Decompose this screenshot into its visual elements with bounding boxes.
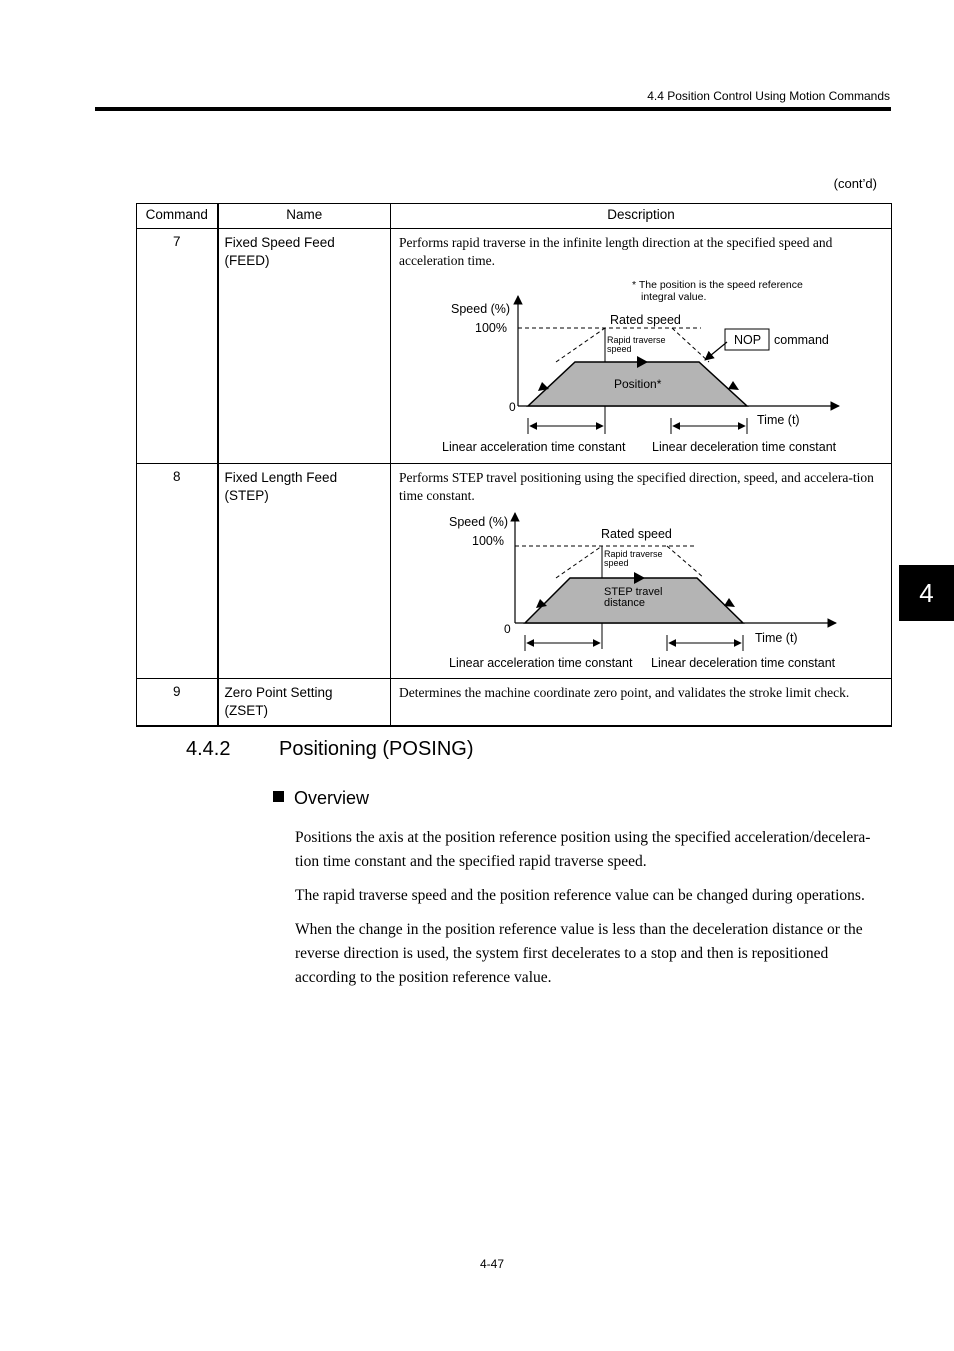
column-header-command: Command (137, 204, 218, 229)
section-title: Positioning (POSING) (279, 738, 474, 760)
hundred-percent-label: 100% (475, 321, 507, 335)
step-distance-label-line2: distance (604, 597, 645, 609)
square-bullet-icon (273, 791, 284, 802)
table-row (137, 464, 892, 679)
figure-note-line1: * The position is the speed reference (632, 279, 803, 291)
accel-time-constant-label: Linear acceleration time constant (442, 440, 626, 454)
direction-arrow-head (724, 598, 735, 607)
ramp-down-dashed-line (667, 546, 704, 578)
section-heading (186, 738, 474, 761)
feed-speed-profile-figure (391, 276, 875, 456)
command-description (391, 229, 892, 464)
time-axis-label: Time (t) (757, 413, 800, 427)
accel-time-constant-label: Linear acceleration time constant (449, 656, 633, 670)
rapid-traverse-label-line2: speed (604, 558, 629, 568)
step-speed-profile-figure (391, 511, 875, 673)
command-name-abbrev: (ZSET) (224, 703, 268, 718)
rapid-traverse-label-line2: speed (607, 344, 632, 354)
column-header-description: Description (391, 204, 892, 229)
description-text: Performs rapid traverse in the infinite length direction at the specified speed and acceleration time. (399, 235, 833, 268)
chapter-tab-marker: 4 (899, 565, 954, 621)
command-number: 9 (137, 679, 218, 727)
motion-command-table (136, 203, 892, 727)
header-rule (95, 107, 891, 111)
time-axis-label: Time (t) (755, 631, 798, 645)
command-name-line: Fixed Length Feed (224, 470, 338, 485)
decel-time-constant-label: Linear deceleration time constant (651, 656, 836, 670)
description-text: Determines the machine coordinate zero point, and validates the stroke limit check. (399, 685, 850, 700)
command-number: 8 (137, 464, 218, 679)
rated-speed-label: Rated speed (610, 313, 681, 327)
ramp-up-dashed-line (556, 328, 605, 362)
command-name (218, 679, 391, 727)
figure-note-line2: integral value. (641, 291, 707, 303)
ramp-down-dashed-line (672, 328, 709, 362)
decel-time-constant-label: Linear deceleration time constant (652, 440, 837, 454)
rapid-traverse-label-line1: Rapid traverse (604, 549, 663, 559)
speed-axis-label: Speed (%) (449, 515, 509, 529)
paragraph: Positions the axis at the position reference position using the specified acceleration/decelera-tion time constant and the specified rapid traverse speed. (295, 829, 871, 870)
column-header-name: Name (218, 204, 391, 229)
origin-zero-label: 0 (504, 622, 511, 636)
running-header: 4.4 Position Control Using Motion Commands (647, 89, 890, 103)
nop-label: NOP (734, 333, 762, 347)
hundred-percent-label: 100% (472, 534, 504, 548)
ramp-up-dashed-line (556, 546, 602, 578)
command-description (391, 679, 892, 727)
speed-axis-label: Speed (%) (451, 302, 511, 316)
paragraph: When the change in the position reference value is less than the deceleration distance or the reverse direction is used, the system first decelerates to a stop and then is repositioned according to the position reference value. (295, 921, 863, 986)
continued-label: (cont’d) (833, 176, 877, 191)
command-name-line: Zero Point Setting (224, 685, 333, 700)
table-row (137, 229, 892, 464)
table-row (137, 679, 892, 727)
rapid-traverse-label-line1: Rapid traverse (607, 335, 666, 345)
command-name-abbrev: (FEED) (224, 253, 270, 268)
origin-zero-label: 0 (509, 400, 516, 414)
direction-arrow-head (728, 381, 739, 390)
command-name (218, 464, 391, 679)
command-name-abbrev: (STEP) (224, 488, 269, 503)
position-area-label: Position* (614, 377, 662, 391)
description-text: Performs STEP travel positioning using the specified direction, speed, and accelera-tion time constant. (399, 470, 874, 503)
nop-pointer-arrow (705, 342, 727, 360)
command-name-line: Fixed Speed Feed (224, 235, 335, 250)
paragraph: The rapid traverse speed and the position reference value can be changed during operations. (295, 887, 865, 904)
table-header-row (137, 204, 892, 229)
command-number: 7 (137, 229, 218, 464)
rated-speed-label: Rated speed (601, 527, 672, 541)
subsection-heading (273, 788, 369, 809)
page-number: 4-47 (479, 1257, 505, 1271)
command-name (218, 229, 391, 464)
section-number: 4.4.2 (186, 738, 231, 760)
overview-body (295, 826, 891, 1000)
step-distance-label-line1: STEP travel (604, 586, 663, 598)
command-word-label: command (774, 333, 829, 347)
subsection-title: Overview (294, 788, 370, 808)
command-description (391, 464, 892, 679)
